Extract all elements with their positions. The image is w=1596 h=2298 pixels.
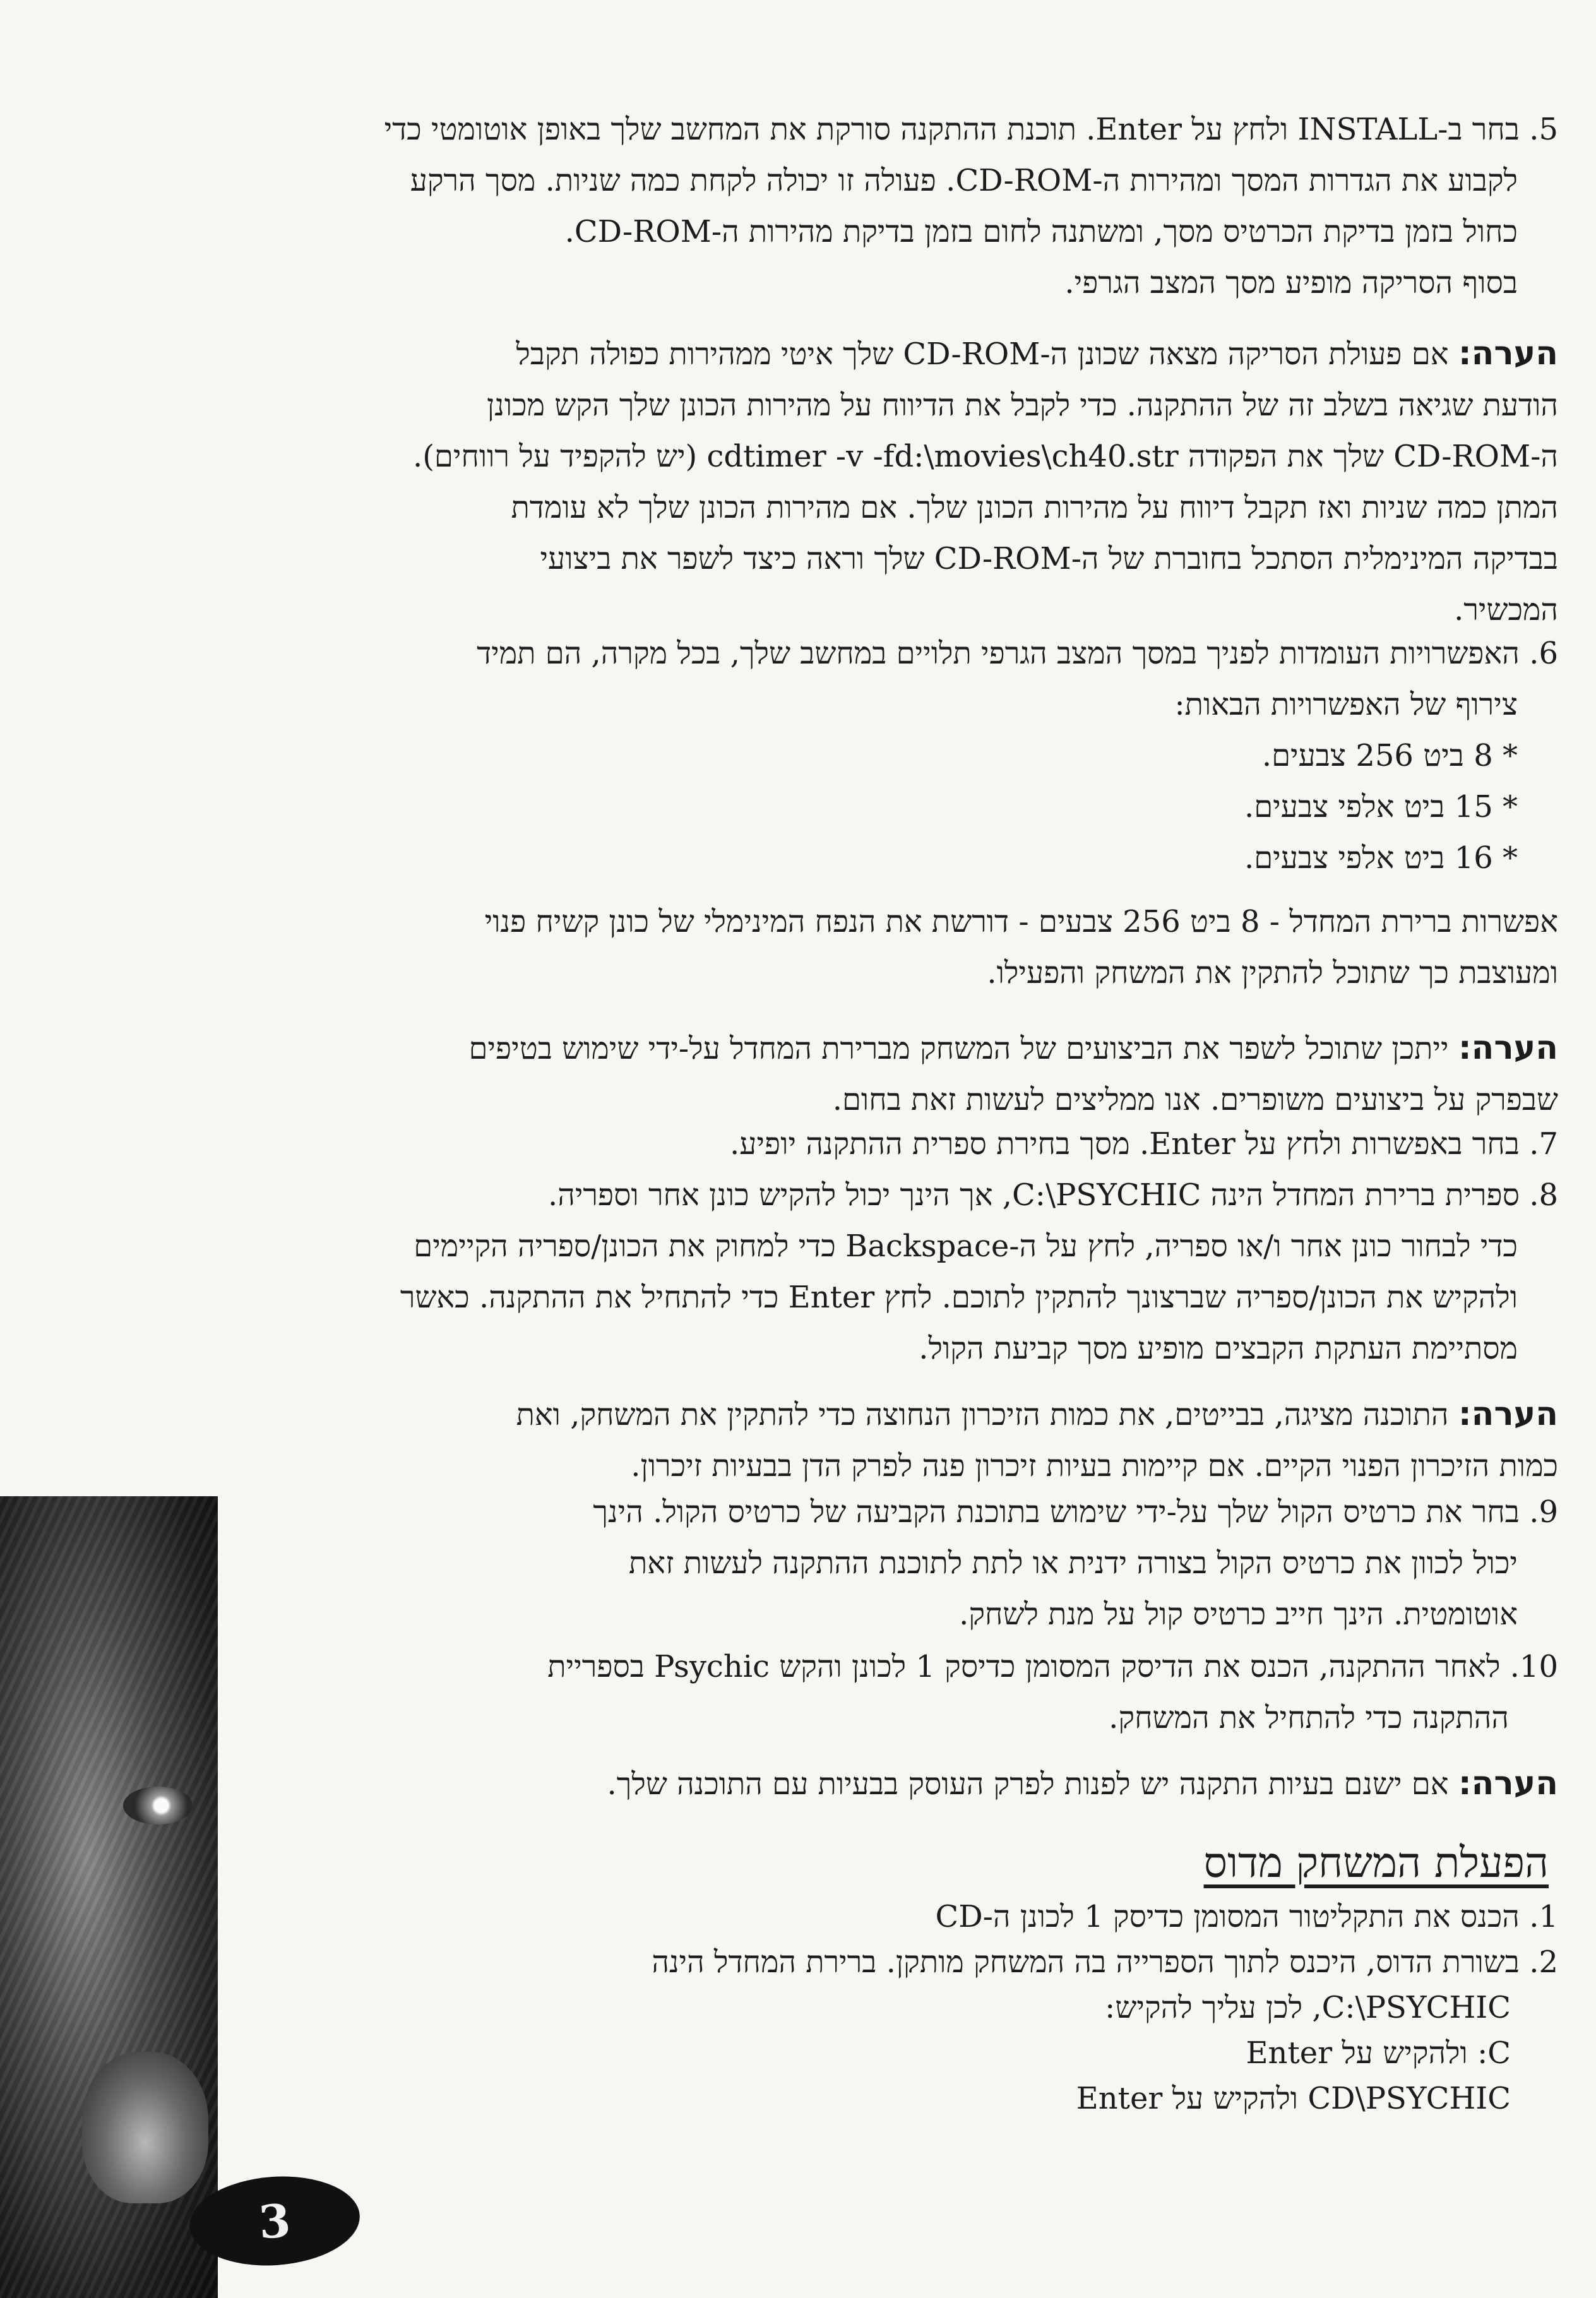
- step-line: בשורת הדוס, היכנס לתוך הספרייה בה המשחק מותקן. ברירת המחדל הינה: [652, 1944, 1520, 1980]
- step-line: בסוף הסריקה מופיע מסך המצב הגרפי.: [1064, 265, 1518, 301]
- step-line: יכול לכוון את כרטיס הקול בצורה ידנית או לתת לתוכנת ההתקנה לעשות זאת: [629, 1545, 1518, 1581]
- step-line: צירוף של האפשרויות הבאות:: [1174, 687, 1518, 722]
- step-8: [56, 1170, 1558, 1374]
- step-6: [56, 628, 1558, 884]
- step-number: 5.: [1529, 112, 1558, 147]
- creature-snout: [82, 2052, 208, 2203]
- dos-steps: [295, 1894, 1558, 2121]
- note-line: התוכנה מציגה, בבייטים, את כמות הזיכרון הנחוצה כדי להתקין את המשחק, ואת: [516, 1397, 1449, 1432]
- step-line: לקבוע את הגדרות המסך ומהירות ה-CD-ROM. פעולה זו יכולה לקחת כמה שניות. מסך הרקע: [410, 163, 1518, 198]
- step-number: 1.: [1529, 1899, 1558, 1934]
- step-line: כדי לבחור כונן אחר ו/או ספריה, לחץ על ה-Backspace כדי למחוק את הכונן/ספריה הקיימים: [414, 1229, 1518, 1264]
- step-line: ספרית ברירת המחדל הינה C:\PSYCHIC, אך הינך יכול להקיש כונן אחר וספריה.: [547, 1177, 1520, 1213]
- note-label: הערה:: [1458, 1765, 1558, 1802]
- step-9: [295, 1487, 1558, 1640]
- note-line: אם פעולת הסריקה מצאה שכונן ה-CD-ROM שלך איטי ממהירות כפולה תקבל: [516, 336, 1449, 372]
- step-5: [56, 104, 1558, 309]
- step-line: ההתקנה כדי להתחיל את המשחק.: [1109, 1700, 1509, 1735]
- page-number: 3: [257, 2193, 292, 2249]
- note-line: ייתכן שתוכל לשפר את הביצועים של המשחק מברירת המחדל על-ידי שימוש בטיפים: [468, 1031, 1449, 1066]
- step-line: אוטומטית. הינך חייב כרטיס קול על מנת לשחק.: [959, 1597, 1518, 1632]
- note-label: הערה:: [1458, 335, 1558, 372]
- step-line: ולהקיש את הכונן/ספריה שברצונך להתקין לתוכם. לחץ Enter כדי להתחיל את ההתקנה. כאשר: [400, 1280, 1518, 1315]
- note-line: כמות הזיכרון הפנוי הקיים. אם קיימות בעיות זיכרון פנה לפרק הדן בבעיות זיכרון.: [631, 1448, 1558, 1484]
- step-10: [295, 1641, 1558, 1744]
- step-line: לאחר ההתקנה, הכנס את הדיסק המסומן כדיסק 1 לכונן והקש Psychic בספריית: [547, 1649, 1501, 1684]
- step-number: 7.: [1529, 1126, 1558, 1162]
- step-line: כחול בזמן בדיקת הכרטיס מסך, ומשתנה לחום בזמן בדיקת מהירות ה-CD-ROM.: [564, 214, 1518, 249]
- note-line: המכשיר.: [1454, 592, 1558, 628]
- step-number: 2.: [1529, 1944, 1558, 1980]
- note-2: [56, 1023, 1558, 1126]
- creature-eye: [123, 1787, 193, 1825]
- step-number: 10.: [1510, 1649, 1558, 1684]
- step-number: 6.: [1529, 636, 1558, 671]
- command-line: CD\PSYCHIC ולהקיש על Enter: [1076, 2081, 1511, 2116]
- note-line: המתן כמה שניות ואז תקבל דיווח על מהירות הכונן שלך. אם מהירות הכונן שלך לא עומדת: [511, 490, 1558, 525]
- step-line: בחר את כרטיס הקול שלך על-ידי שימוש בתוכנת הקביעה של כרטיס הקול. הינך: [593, 1494, 1520, 1530]
- note-1: [56, 328, 1558, 636]
- note-3: [56, 1389, 1558, 1492]
- step-line: מסתיימת העתקת הקבצים מופיע מסך קביעת הקול.: [919, 1331, 1518, 1366]
- note-label: הערה:: [1458, 1029, 1558, 1067]
- creature-photo: [0, 1496, 218, 2298]
- command-line: C: ולהקיש על Enter: [1246, 2035, 1511, 2071]
- note-line: שבפרק על ביצועים משופרים. אנו ממליצים לעשות זאת בחום.: [832, 1082, 1558, 1117]
- step-number: 9.: [1529, 1494, 1558, 1530]
- paragraph-line: אפשרות ברירת המחדל - 8 ביט 256 צבעים - דורשת את הנפח המינימלי של כונן קשיח פנוי: [484, 904, 1558, 939]
- bullet-item: * 8 ביט 256 צבעים.: [1261, 738, 1518, 773]
- command-line: C:\PSYCHIC, לכן עליך להקיש:: [1105, 1990, 1511, 2025]
- bullet-item: * 16 ביט אלפי צבעים.: [1244, 840, 1518, 876]
- section-heading: הפעלת המשחק מדוס: [1203, 1838, 1549, 1887]
- paragraph-line: ומעוצבת כך שתוכל להתקין את המשחק והפעילו.: [987, 955, 1558, 991]
- step-7: [56, 1119, 1558, 1170]
- section-dos: [286, 1837, 1549, 1888]
- step-line: האפשרויות העומדות לפניך במסך המצב הגרפי תלויים במחשב שלך, בכל מקרה, הם תמיד: [477, 636, 1520, 671]
- step-line: בחר ב-INSTALL ולחץ על Enter. תוכנת ההתקנה סורקת את המחשב שלך באופן אוטומטי כדי: [384, 112, 1520, 147]
- step-line: הכנס את התקליטור המסומן כדיסק 1 לכונן ה-CD: [935, 1899, 1520, 1934]
- bullet-item: * 15 ביט אלפי צבעים.: [1244, 789, 1518, 825]
- note-line: בבדיקה המינימלית הסתכל בחוברת של ה-CD-ROM שלך וראה כיצד לשפר את ביצועי: [540, 541, 1558, 576]
- note-4: [295, 1758, 1558, 1810]
- note-line: אם ישנם בעיות התקנה יש לפנות לפרק העוסק בבעיות עם התוכנה שלך.: [607, 1766, 1449, 1802]
- note-line: ה-CD-ROM שלך את הפקודה cdtimer -v -fd:\movies\ch40.str (יש להקפיד על רווחים).: [412, 439, 1558, 474]
- step-line: בחר באפשרות ולחץ על Enter. מסך בחירת ספרית ההתקנה יופיע.: [730, 1126, 1520, 1162]
- step-6-followup: [56, 896, 1558, 999]
- note-line: הודעת שגיאה בשלב זה של ההתקנה. כדי לקבל את הדיווח על מהירות הכונן שלך הקש מכונן: [486, 388, 1558, 423]
- step-number: 8.: [1529, 1177, 1558, 1213]
- note-label: הערה:: [1458, 1395, 1558, 1433]
